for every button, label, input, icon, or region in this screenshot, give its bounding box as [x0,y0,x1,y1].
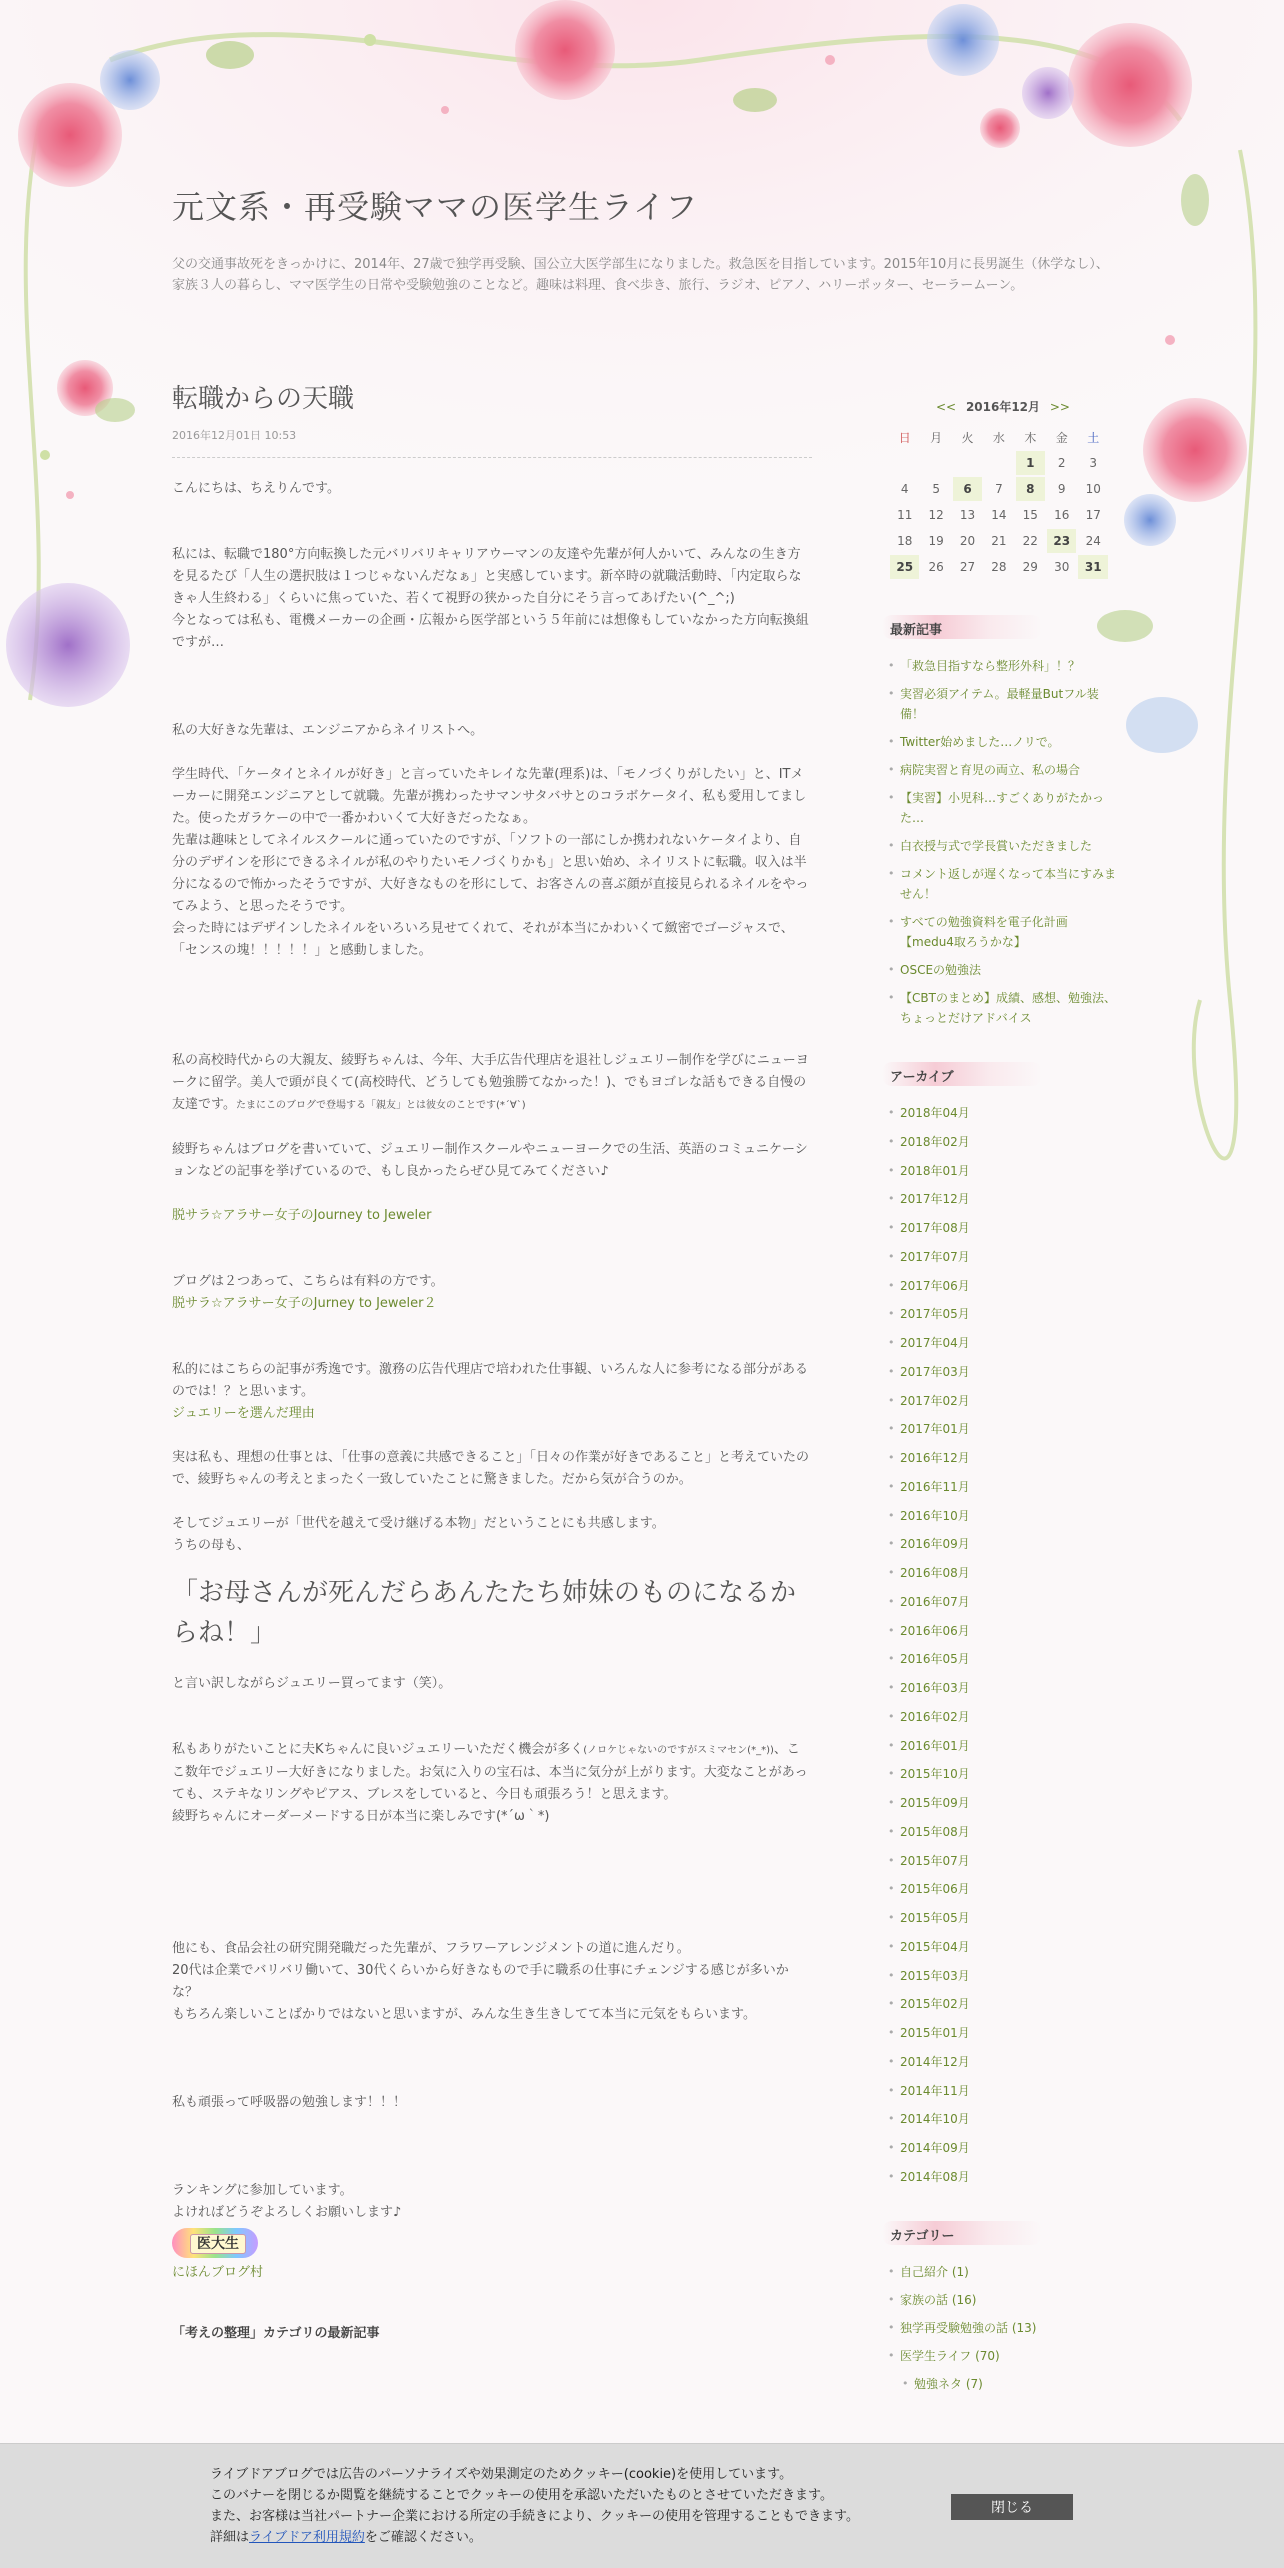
archive-link[interactable]: • 2018年01月 [888,1161,1118,1181]
recent-post-link[interactable]: • OSCEの勉強法 [888,960,1118,980]
post-paragraph: よければどうぞよろしくお願いします♪ [172,2205,402,2220]
calendar-day-link[interactable]: 6 [953,477,982,501]
post-paragraph: もちろん楽しいことばかりではないと思いますが、みんな生き生きしてて本当に元気をもらいます。 [172,2007,756,2022]
calendar-day: 13 [959,508,976,522]
archive-link[interactable]: • 2018年04月 [888,1103,1118,1123]
recent-post-link[interactable]: • コメント返しが遅くなって本当にすみません！ [888,864,1118,904]
post-paragraph: 他にも、食品会社の研究開発職だった先輩が、フラワーアレンジメントの道に進んだり。 [172,1941,690,1956]
sidebar [888,398,1118,2402]
archive-link[interactable]: • 2015年09月 [888,1793,1118,1813]
related-heading: 「考えの整理」カテゴリの最新記事 [172,2326,380,2341]
calendar-day: 3 [1089,456,1098,470]
calendar-weekday: 土 [1087,430,1100,445]
post-small-note: たまにこのブログで登場する「親友」とは彼女のことです(*´∀`) [235,1100,526,1111]
post-paragraph: 学生時代、「ケータイとネイルが好き」と言っていたキレイな先輩(理系)は、「モノづくりがしたい」と、ITメーカーに開発エンジニアとして就職。先輩が携わったサマンサタバサとのコラボケータイ、私も愛用してました。使ったガラケーの中で一番かわいくて大好きだったなぁ。 [172,767,807,826]
calendar-weekday: 火 [961,430,974,445]
calendar-day: 24 [1085,534,1101,548]
calendar-next-link[interactable]: >> [1049,400,1070,414]
recent-posts-list [888,656,1118,1028]
post-paragraph: こんにちは、ちえりんです。 [172,481,340,496]
calendar-header [888,398,1118,415]
calendar-weekday: 木 [1024,430,1037,445]
post-paragraph: 20代は企業でバリバリ働いて、30代くらいから好きなもので手に職系の仕事にチェンジする感じが多いかな？ [172,1963,789,2000]
post-small-note: (ノロケじゃないのですがスミマセン(*_*)) [583,1745,774,1756]
archive-link[interactable]: • 2017年08月 [888,1218,1118,1238]
calendar-weekday: 水 [992,430,1005,445]
archive-link[interactable]: • 2016年09月 [888,1534,1118,1554]
post-date: 2016年12月01日 10:53 [172,427,812,458]
calendar-day [921,451,950,475]
subcategory-link[interactable]: • 勉強ネタ (7) [888,2374,1118,2394]
calendar-day: 30 [1054,560,1070,574]
post-paragraph: ランキングに参加しています。 [172,2183,353,2198]
archive-link[interactable]: • 2017年12月 [888,1189,1118,1209]
cookie-line-suffix: をご確認ください。 [364,2530,482,2545]
calendar-day-link[interactable]: 25 [890,555,919,579]
archive-link[interactable]: • 2015年04月 [888,1937,1118,1957]
post-paragraph: 私も頑張って呼吸器の勉強します！！！ [172,2095,407,2110]
archive-link[interactable]: • 2016年03月 [888,1678,1118,1698]
post-paragraph: 先輩は趣味としてネイルスクールに通っていたのですが、「ソフトの一部にしか携われないケータイより、自分のデザインを形にできるネイルが私のやりたいモノづくりかも」と思い始め、ネイリストに転職。収入は半分になるので怖かったそうですが、大好きなものを形にして、お客さんの喜ぶ顔が直接見られるネイルをやってみよう、と思ったそうです。 [172,833,809,914]
calendar-day: 18 [897,534,913,548]
archive-link[interactable]: • 2015年10月 [888,1764,1118,1784]
category-link[interactable]: • 独学再受験勉強の話 (13) [888,2318,1118,2338]
category-link[interactable]: • 医学生ライフ (70) [888,2346,1118,2366]
post-quote: 「お母さんが死んだらあんたたち姉妹のものになるからね！」 [172,1578,797,1648]
post-paragraph: 実は私も、理想の仕事とは、「仕事の意義に共感できること」「日々の作業が好きであること」と考えていたので、綾野ちゃんの考えとまったく一致していたことに驚きました。だから気が合うのか。 [172,1450,810,1487]
calendar-day [890,451,919,475]
archive-link[interactable]: • 2016年08月 [888,1563,1118,1583]
calendar-day: 22 [1022,534,1038,548]
archive-link[interactable]: • 2017年02月 [888,1391,1118,1411]
calendar-day-link[interactable]: 1 [1016,451,1045,475]
calendar-day: 29 [1022,560,1038,574]
archive-link[interactable]: • 2016年11月 [888,1477,1118,1497]
article-link-reason[interactable]: ジュエリーを選んだ理由 [172,1406,315,1421]
calendar-day: 11 [897,508,913,522]
post-paragraph [172,1050,812,1117]
recent-post-link[interactable]: • 実習必須アイテム。最軽量Butフル装備！ [888,684,1118,724]
calendar-weekday: 金 [1055,430,1068,445]
calendar-day: 14 [991,508,1007,522]
calendar [888,423,1110,581]
archive-link[interactable]: • 2014年10月 [888,2109,1118,2129]
recent-post-link[interactable]: • 白衣授与式で学長賞いただきました [888,836,1118,856]
archive-link[interactable]: • 2017年03月 [888,1362,1118,1382]
archive-link[interactable]: • 2015年03月 [888,1966,1118,1986]
cookie-line: このバナーを閉じるか閲覧を継続することでクッキーの使用を承認いただいたものとさせていただきます。 [210,2488,833,2503]
archive-link[interactable]: • 2015年02月 [888,1994,1118,2014]
calendar-day: 12 [928,508,944,522]
archive-link[interactable]: • 2016年05月 [888,1649,1118,1669]
archive-link[interactable]: • 2018年02月 [888,1132,1118,1152]
calendar-day: 9 [1057,482,1066,496]
calendar-day: 5 [932,482,940,496]
calendar-day-link[interactable]: 31 [1078,555,1108,579]
calendar-day: 7 [995,482,1003,496]
blog-link-journey[interactable]: 脱サラ☆アラサー女子のJourney to Jeweler [172,1208,432,1223]
post-text: 私の高校時代からの大親友、綾野ちゃんは、今年、大手広告代理店を退社しジュエリー制作を学びにニューヨークに留学。美人で頭が良くて(高校時代、どうしても勉強勝てなかった！)、でもヨゴレな話もできる自慢の友達です。 [172,1053,809,1112]
calendar-day: 21 [991,534,1007,548]
recent-post-link[interactable]: • 「救急目指すなら整形外科」！？ [888,656,1118,676]
calendar-day: 19 [928,534,944,548]
calendar-day [984,451,1013,475]
category-title: カテゴリー [888,2221,1118,2248]
recent-posts-title: 最新記事 [888,615,1118,642]
terms-link[interactable]: ライブドア利用規約 [249,2530,365,2545]
calendar-day: 10 [1085,482,1101,496]
calendar-day: 4 [900,482,909,496]
blog-description: 父の交通事故死をきっかけに、2014年、27歳で独学再受験、国公立大医学部生になりました。救急医を目指しています。2015年10月に長男誕生（休学なし）、家族３人の暮らし、ママ医学生の日常や受験勉強のことなど。趣味は料理、食べ歩き、旅行、ラジオ、ピアノ、ハリーポッター、セーラームーン。 [172,257,1109,293]
blog-link-journey-2[interactable]: 脱サラ☆アラサー女子のJurney to Jeweler２ [172,1296,437,1311]
archive-link[interactable]: • 2015年06月 [888,1879,1118,1899]
post-title[interactable]: 転職からの天職 [172,384,355,414]
calendar-day-link[interactable]: 8 [1016,477,1045,501]
archive-link[interactable]: • 2016年02月 [888,1707,1118,1727]
archive-link[interactable]: • 2017年05月 [888,1304,1118,1324]
post-paragraph: うちの母も、 [172,1538,251,1553]
calendar-weekday: 月 [930,430,943,445]
archive-link[interactable]: • 2016年06月 [888,1621,1118,1641]
post-paragraph: 今となっては私も、電機メーカーの企画・広報から医学部という５年前には想像もしていなかった方向転換組ですが… [172,613,809,650]
post-text: 私もありがたいことに夫Kちゃんに良いジュエリーいただく機会が多く [172,1742,584,1757]
post-paragraph: と言い訳しながらジュエリー買ってます（笑）。 [172,1676,452,1691]
post-paragraph: 私の大好きな先輩は、エンジニアからネイリストへ。 [172,723,484,738]
calendar-day: 20 [959,534,976,548]
archive-link[interactable]: • 2017年07月 [888,1247,1118,1267]
archive-link[interactable]: • 2015年05月 [888,1908,1118,1928]
main-article [172,378,812,2341]
blog-title[interactable]: 元文系・再受験ママの医学生ライフ [172,188,699,226]
recent-post-link[interactable]: • すべての勉強資料を電子化計画【medu4取ろうかな】 [888,912,1118,952]
archive-link[interactable]: • 2016年10月 [888,1506,1118,1526]
calendar-day: 27 [959,560,976,574]
calendar-day: 28 [991,560,1007,574]
post-paragraph: ブログは２つあって、こちらは有料の方です。 [172,1274,444,1289]
archive-link[interactable]: • 2015年08月 [888,1822,1118,1842]
archive-link[interactable]: • 2016年07月 [888,1592,1118,1612]
post-paragraph: 私には、転職で180°方向転換した元バリバリキャリアウーマンの友達や先輩が何人かいて、みんなの生き方を見るたび「人生の選択肢は１つじゃないんだなぁ」と実感しています。新卒時の就職活動時、「内定取らなきゃ人生終わる」くらいに焦っていた、若くて視野の狭かった自分にそう言ってあげたい(^_^;) [172,547,802,606]
calendar-month: 2016年12月 [965,400,1041,414]
archive-link[interactable]: • 2017年04月 [888,1333,1118,1353]
post-paragraph [172,1739,812,1806]
archive-list [888,1103,1118,2187]
archive-link[interactable]: • 2015年01月 [888,2023,1118,2043]
archive-title: アーカイブ [888,1062,1118,1089]
archive-link[interactable]: • 2014年09月 [888,2138,1118,2158]
archive-link[interactable]: • 2014年08月 [888,2167,1118,2187]
archive-link[interactable]: • 2015年07月 [888,1851,1118,1871]
archive-link[interactable]: • 2016年12月 [888,1448,1118,1468]
calendar-day: 15 [1022,508,1038,522]
post-paragraph: そしてジュエリーが「世代を越えて受け継げる本物」だということにも共感します。 [172,1516,665,1531]
calendar-day: 2 [1057,456,1066,470]
calendar-weekday: 日 [898,430,911,445]
recent-post-link[interactable]: • 病院実習と育児の両立、私の場合 [888,760,1118,780]
category-list [888,2262,1118,2394]
ranking-link[interactable]: にほんブログ村 [172,2265,264,2280]
calendar-day-link[interactable]: 23 [1047,529,1076,553]
archive-link[interactable]: • 2016年01月 [888,1736,1118,1756]
calendar-day: 17 [1085,508,1101,522]
recent-post-link[interactable]: • Twitter始めました…ノリで。 [888,732,1118,752]
archive-link[interactable]: • 2017年01月 [888,1419,1118,1439]
calendar-day: 26 [928,560,944,574]
post-paragraph: 綾野ちゃんはブログを書いていて、ジュエリー制作スクールやニューヨークでの生活、英語のコミュニケーションなどの記事を挙げているので、もし良かったらぜひ見てみてください♪ [172,1142,808,1179]
post-paragraph: 私的にはこちらの記事が秀逸です。激務の広告代理店で培われた仕事観、いろんな人に参考になる部分があるのでは！？と思います。 [172,1362,808,1399]
ranking-banner[interactable] [172,2228,258,2258]
post-text: 、ここ数年でジュエリー大好きになりました。お気に入りの宝石は、本当に気分が上がります。大変なことがあっても、ステキなリングやピアス、ブレスをしていると、今日も頑張ろう！と思えます。 [172,1742,808,1802]
recent-post-link[interactable]: • 【CBTのまとめ】成績、感想、勉強法、ちょっとだけアドバイス [888,988,1118,1028]
archive-link[interactable]: • 2014年12月 [888,2052,1118,2072]
category-link[interactable]: • 家族の話 (16) [888,2290,1118,2310]
post-paragraph: 会った時にはデザインしたネイルをいろいろ見せてくれて、それが本当にかわいくて緻密でゴージャスで、「センスの塊！！！！！」と感動しました。 [172,921,794,958]
calendar-day [953,451,982,475]
calendar-day: 16 [1054,508,1070,522]
recent-post-link[interactable]: • 【実習】小児科…すごくありがたかった… [888,788,1118,828]
cookie-line-prefix: 詳細は [210,2530,250,2545]
cookie-line [210,2527,859,2548]
archive-link[interactable]: • 2014年11月 [888,2081,1118,2101]
archive-link[interactable]: • 2017年06月 [888,1276,1118,1296]
cookie-close-button[interactable]: 閉じる [951,2494,1073,2520]
category-link[interactable]: • 自己紹介 (1) [888,2262,1118,2282]
calendar-prev-link[interactable]: << [936,400,957,414]
cookie-line: また、お客様は当社パートナー企業における所定の手続きにより、クッキーの使用を管理することもできます。 [210,2509,859,2524]
ranking-banner-label: 医大生 [190,2234,246,2254]
cookie-line: ライブドアブログでは広告のパーソナライズや効果測定のためクッキー(cookie)を使用しています。 [210,2467,793,2482]
cookie-message [210,2464,859,2548]
post-paragraph: 綾野ちゃんにオーダーメードする日が本当に楽しみです(*´ω｀*) [172,1809,550,1824]
cookie-banner [0,2443,1284,2568]
